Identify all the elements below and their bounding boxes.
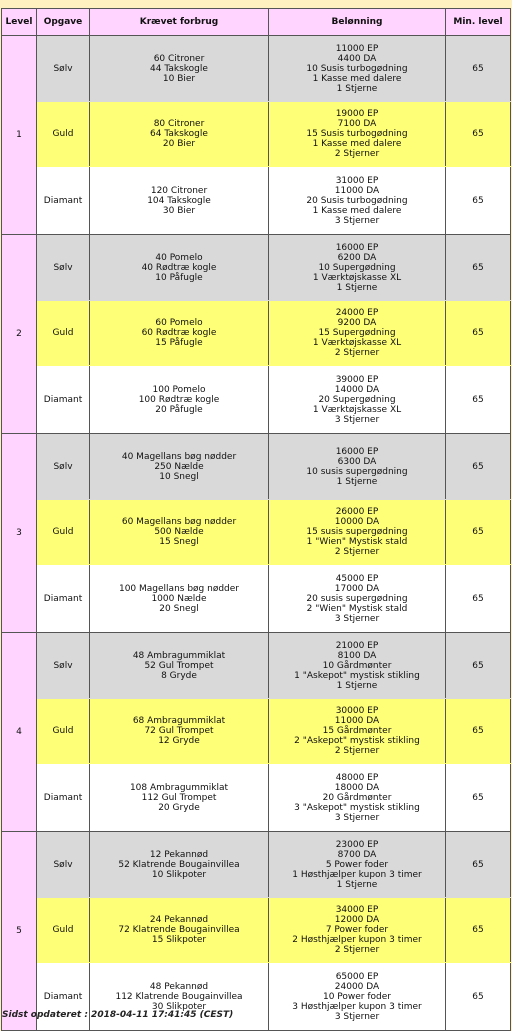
level-cell: 5 <box>2 832 37 1031</box>
beloenning-line: 5 Power foder <box>325 859 389 870</box>
beloenning-cell <box>269 167 446 235</box>
forbrug-line: 44 Takskogle <box>150 63 208 74</box>
min-level-cell: 65 <box>446 633 511 699</box>
opgave-cell: Diamant <box>37 565 90 633</box>
forbrug-line: 108 Ambragummiklat <box>129 782 229 793</box>
min-level-cell: 65 <box>446 832 511 898</box>
beloenning-line: 2 Stjerner <box>334 348 380 358</box>
beloenning-line: 16000 EP <box>335 446 379 457</box>
beloenning-cell <box>269 898 446 963</box>
table-row <box>2 764 511 832</box>
forbrug-line: 100 Rødtræ kogle <box>138 394 220 405</box>
forbrug-line: 250 Nælde <box>154 461 204 472</box>
forbrug-line: 8 Gryde <box>161 670 197 681</box>
forbrug-cell <box>90 235 269 301</box>
forbrug-line: 80 Citroner <box>153 119 205 129</box>
forbrug-line: 15 Slikpoter <box>151 935 207 945</box>
beloenning-line: 3 Høsthjælper kupon 3 timer <box>292 1001 422 1012</box>
forbrug-cell <box>90 633 269 699</box>
beloenning-line: 14000 DA <box>334 384 380 395</box>
beloenning-line: 24000 EP <box>335 308 379 318</box>
beloenning-line: 1 Værktøjskasse XL <box>312 338 402 348</box>
beloenning-line: 1 Kasse med dalere <box>312 139 402 149</box>
beloenning-line: 26000 EP <box>335 507 379 517</box>
beloenning-line: 30000 EP <box>335 706 379 716</box>
opgave-cell: Diamant <box>37 167 90 235</box>
beloenning-line: 23000 EP <box>335 839 379 850</box>
opgave-cell: Sølv <box>37 832 90 898</box>
beloenning-line: 12000 DA <box>334 915 380 925</box>
beloenning-line: 17000 DA <box>334 583 380 594</box>
beloenning-line: 1 Stjerne <box>336 476 378 487</box>
forbrug-line: 60 Citroner <box>153 53 205 64</box>
level-cell: 3 <box>2 434 37 633</box>
opgave-cell: Sølv <box>37 633 90 699</box>
forbrug-cell <box>90 434 269 500</box>
beloenning-line: 39000 EP <box>335 374 379 385</box>
min-level-cell: 65 <box>446 699 511 764</box>
beloenning-line: 10 Susis turbogødning <box>306 63 408 74</box>
forbrug-line: 52 Gul Trompet <box>144 660 214 671</box>
table-row <box>2 832 511 898</box>
beloenning-line: 18000 DA <box>334 782 380 793</box>
beloenning-line: 20 Susis turbogødning <box>306 195 408 206</box>
min-level-cell: 65 <box>446 500 511 565</box>
level-cell: 2 <box>2 235 37 434</box>
forbrug-line: 10 Påfugle <box>155 272 203 283</box>
opgave-cell: Diamant <box>37 764 90 832</box>
beloenning-line: 20 Supergødning <box>318 394 396 405</box>
beloenning-line: 21000 EP <box>335 640 379 651</box>
opgave-cell: Diamant <box>37 366 90 434</box>
min-level-cell: 65 <box>446 963 511 1031</box>
beloenning-cell <box>269 36 446 102</box>
beloenning-cell <box>269 301 446 366</box>
forbrug-line: 12 Gryde <box>158 736 200 746</box>
forbrug-line: 100 Pomelo <box>152 384 206 395</box>
header-beloenning: Belønning <box>269 9 446 36</box>
beloenning-line: 48000 EP <box>335 772 379 783</box>
opgave-cell: Sølv <box>37 434 90 500</box>
min-level-cell: 65 <box>446 167 511 235</box>
forbrug-cell <box>90 565 269 633</box>
beloenning-line: 2 Stjerner <box>334 547 380 557</box>
table-row <box>2 36 511 102</box>
beloenning-line: 2 "Wien" Mystisk stald <box>306 603 408 614</box>
opgave-cell: Diamant <box>37 963 90 1031</box>
beloenning-line: 6300 DA <box>337 456 377 467</box>
beloenning-line: 3 Stjerner <box>334 414 380 425</box>
beloenning-line: 2 "Askepot" mystisk stikling <box>294 736 420 746</box>
beloenning-line: 65000 EP <box>335 971 379 982</box>
forbrug-line: 100 Magellans bøg nødder <box>118 583 239 594</box>
forbrug-line: 52 Klatrende Bougainvillea <box>118 859 240 870</box>
forbrug-line: 40 Magellans bøg nødder <box>121 451 237 462</box>
forbrug-cell <box>90 963 269 1031</box>
forbrug-cell <box>90 366 269 434</box>
forbrug-line: 1000 Nælde <box>151 593 207 604</box>
beloenning-cell <box>269 500 446 565</box>
beloenning-line: 11000 DA <box>334 716 380 726</box>
beloenning-line: 2 Høsthjælper kupon 3 timer <box>292 935 422 945</box>
opgave-cell: Guld <box>37 102 90 167</box>
beloenning-cell <box>269 434 446 500</box>
beloenning-line: 15 susis supergødning <box>306 527 408 537</box>
opgave-cell: Sølv <box>37 36 90 102</box>
beloenning-line: 8700 DA <box>337 849 377 860</box>
opgave-cell: Guld <box>37 699 90 764</box>
beloenning-line: 3 Stjerner <box>334 613 380 624</box>
beloenning-line: 34000 EP <box>335 905 379 915</box>
min-level-cell: 65 <box>446 366 511 434</box>
beloenning-line: 1 Stjerne <box>336 83 378 94</box>
beloenning-cell <box>269 366 446 434</box>
opgave-cell: Guld <box>37 500 90 565</box>
beloenning-line: 6200 DA <box>337 252 377 263</box>
forbrug-line: 10 Slikpoter <box>151 869 207 880</box>
forbrug-line: 64 Takskogle <box>150 129 208 139</box>
table-row <box>2 898 511 963</box>
forbrug-line: 20 Gryde <box>158 802 200 813</box>
level-cell: 1 <box>2 36 37 235</box>
beloenning-line: 1 Kasse med dalere <box>312 73 402 84</box>
opgave-cell: Guld <box>37 898 90 963</box>
beloenning-line: 4400 DA <box>337 53 377 64</box>
beloenning-line: 1 Høsthjælper kupon 3 timer <box>292 869 422 880</box>
forbrug-line: 112 Klatrende Bougainvillea <box>115 991 243 1002</box>
beloenning-line: 1 Værktøjskasse XL <box>312 272 402 283</box>
beloenning-cell <box>269 832 446 898</box>
table-row <box>2 633 511 699</box>
beloenning-line: 3 Stjerner <box>334 215 380 226</box>
forbrug-line: 10 Bier <box>162 73 196 84</box>
opgave-cell: Sølv <box>37 235 90 301</box>
forbrug-line: 72 Gul Trompet <box>144 726 214 736</box>
beloenning-line: 7 Power foder <box>325 925 389 935</box>
beloenning-line: 7100 DA <box>337 119 377 129</box>
beloenning-line: 11000 EP <box>335 43 379 54</box>
forbrug-line: 20 Bier <box>162 139 196 149</box>
min-level-cell: 65 <box>446 764 511 832</box>
table-row <box>2 500 511 565</box>
forbrug-line: 500 Nælde <box>154 527 204 537</box>
table-row <box>2 699 511 764</box>
forbrug-cell <box>90 301 269 366</box>
beloenning-line: 19000 EP <box>335 109 379 119</box>
forbrug-cell <box>90 764 269 832</box>
table-row <box>2 301 511 366</box>
min-level-cell: 65 <box>446 565 511 633</box>
forbrug-line: 20 Snegl <box>159 603 199 614</box>
forbrug-line: 20 Påfugle <box>155 404 203 415</box>
beloenning-line: 1 "Wien" Mystisk stald <box>306 537 408 547</box>
forbrug-cell <box>90 832 269 898</box>
beloenning-line: 10000 DA <box>334 517 380 527</box>
min-level-cell: 65 <box>446 898 511 963</box>
forbrug-cell <box>90 500 269 565</box>
table-body <box>2 36 511 1031</box>
forbrug-line: 15 Påfugle <box>155 338 203 348</box>
opgave-cell: Guld <box>37 301 90 366</box>
forbrug-line: 12 Pekannød <box>149 849 209 860</box>
header-level: Level <box>2 9 37 36</box>
beloenning-line: 16000 EP <box>335 242 379 253</box>
beloenning-line: 2 Stjerner <box>334 746 380 756</box>
forbrug-line: 48 Ambragummiklat <box>132 650 226 661</box>
beloenning-cell <box>269 565 446 633</box>
level-cell: 4 <box>2 633 37 832</box>
table-row <box>2 434 511 500</box>
min-level-cell: 65 <box>446 235 511 301</box>
beloenning-line: 1 Kasse med dalere <box>312 205 402 216</box>
beloenning-line: 1 Stjerne <box>336 879 378 890</box>
forbrug-cell <box>90 699 269 764</box>
forbrug-line: 15 Snegl <box>159 537 199 547</box>
forbrug-line: 68 Ambragummiklat <box>132 716 226 726</box>
forbrug-line: 60 Magellans bøg nødder <box>121 517 237 527</box>
forbrug-line: 112 Gul Trompet <box>141 792 217 803</box>
forbrug-cell <box>90 167 269 235</box>
beloenning-line: 15 Supergødning <box>318 328 396 338</box>
tasks-table <box>1 8 511 1031</box>
beloenning-cell <box>269 963 446 1031</box>
forbrug-line: 30 Bier <box>162 205 196 216</box>
beloenning-line: 3 Stjerner <box>334 1011 380 1022</box>
beloenning-line: 20 Gårdmønter <box>322 792 392 803</box>
beloenning-cell <box>269 764 446 832</box>
forbrug-line: 104 Takskogle <box>147 195 211 206</box>
beloenning-cell <box>269 699 446 764</box>
beloenning-line: 10 Supergødning <box>318 262 396 273</box>
beloenning-line: 24000 DA <box>334 981 380 992</box>
beloenning-line: 8100 DA <box>337 650 377 661</box>
min-level-cell: 65 <box>446 434 511 500</box>
forbrug-line: 60 Pomelo <box>155 318 203 328</box>
beloenning-line: 15 Gårdmønter <box>322 726 392 736</box>
forbrug-line: 40 Rødtræ kogle <box>141 262 217 273</box>
forbrug-line: 48 Pekannød <box>149 981 209 992</box>
beloenning-line: 3 "Askepot" mystisk stikling <box>294 802 420 813</box>
last-updated-text: Sidst opdateret : 2018-04-11 17:41:45 (CEST) <box>2 1010 234 1020</box>
header-min-level: Min. level <box>446 9 511 36</box>
header-opgave: Opgave <box>37 9 90 36</box>
forbrug-line: 10 Snegl <box>159 471 199 482</box>
beloenning-line: 45000 EP <box>335 573 379 584</box>
beloenning-line: 3 Stjerner <box>334 812 380 823</box>
forbrug-cell <box>90 36 269 102</box>
table-row <box>2 167 511 235</box>
beloenning-cell <box>269 633 446 699</box>
table-row <box>2 366 511 434</box>
beloenning-line: 1 Stjerne <box>336 680 378 691</box>
forbrug-cell <box>90 102 269 167</box>
header-forbrug: Krævet forbrug <box>90 9 269 36</box>
forbrug-line: 120 Citroner <box>150 185 208 196</box>
beloenning-line: 1 Stjerne <box>336 282 378 293</box>
table-row <box>2 565 511 633</box>
beloenning-cell <box>269 235 446 301</box>
forbrug-line: 40 Pomelo <box>155 252 203 263</box>
forbrug-line: 24 Pekannød <box>149 915 209 925</box>
beloenning-line: 2 Stjerner <box>334 945 380 955</box>
beloenning-line: 1 Værktøjskasse XL <box>312 404 402 415</box>
forbrug-line: 60 Rødtræ kogle <box>141 328 217 338</box>
beloenning-line: 9200 DA <box>337 318 377 328</box>
beloenning-line: 20 susis supergødning <box>306 593 408 604</box>
min-level-cell: 65 <box>446 102 511 167</box>
beloenning-line: 11000 DA <box>334 185 380 196</box>
table-row <box>2 235 511 301</box>
beloenning-cell <box>269 102 446 167</box>
min-level-cell: 65 <box>446 301 511 366</box>
min-level-cell: 65 <box>446 36 511 102</box>
table-row <box>2 102 511 167</box>
beloenning-line: 2 Stjerner <box>334 149 380 159</box>
header-row <box>2 9 511 36</box>
table-row <box>2 963 511 1031</box>
forbrug-line: 30 Slikpoter <box>151 1001 207 1012</box>
beloenning-line: 1 "Askepot" mystisk stikling <box>294 670 420 681</box>
forbrug-cell <box>90 898 269 963</box>
beloenning-line: 31000 EP <box>335 175 379 186</box>
beloenning-line: 10 Gårdmønter <box>322 660 392 671</box>
beloenning-line: 15 Susis turbogødning <box>306 129 408 139</box>
forbrug-line: 72 Klatrende Bougainvillea <box>118 925 240 935</box>
beloenning-line: 10 Power foder <box>322 991 391 1002</box>
beloenning-line: 10 susis supergødning <box>306 466 408 477</box>
